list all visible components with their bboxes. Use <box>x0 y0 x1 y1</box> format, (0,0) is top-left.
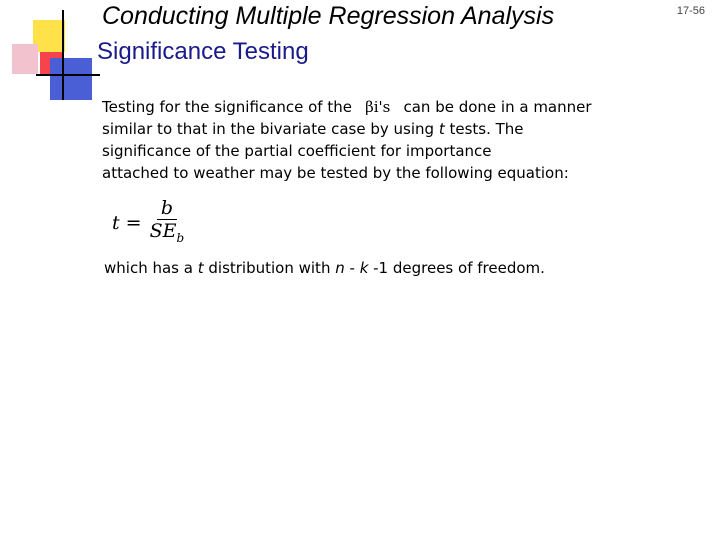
body-text-segment: can be done in a manner <box>398 98 592 116</box>
t-variable: t <box>197 259 204 277</box>
closing-segment: which has a <box>104 259 198 277</box>
beta-symbol: βi's <box>365 98 391 116</box>
t-variable: t <box>438 120 445 138</box>
body-line-1 <box>102 96 602 118</box>
equation-fraction <box>148 198 187 249</box>
logo-blue-square <box>50 58 92 100</box>
closing-sentence <box>104 259 545 277</box>
closing-segment: - <box>344 259 360 277</box>
logo-vertical-line <box>62 10 64 100</box>
n-variable: n <box>335 259 345 277</box>
logo-pink-square <box>12 44 38 74</box>
slide-logo <box>0 0 100 100</box>
body-paragraph <box>102 96 602 184</box>
closing-segment: distribution with <box>203 259 336 277</box>
body-line-4: attached to weather may be tested by the following equation: <box>102 164 569 182</box>
equation-lhs: t = <box>112 212 142 235</box>
closing-segment: -1 degrees of freedom. <box>368 259 545 277</box>
equation-numerator: b <box>157 198 177 220</box>
logo-horizontal-line <box>36 74 100 76</box>
k-variable: k <box>359 259 369 277</box>
body-line-2 <box>102 118 602 140</box>
denominator-main: SE <box>149 220 177 242</box>
t-statistic-equation <box>112 198 186 249</box>
body-text-segment: Testing for the significance of the <box>102 98 357 116</box>
equation-denominator <box>148 220 187 249</box>
slide-title: Conducting Multiple Regression Analysis <box>102 2 555 30</box>
slide-subtitle: Significance Testing <box>97 38 309 65</box>
body-line-3: significance of the partial coefficient for importance <box>102 142 492 160</box>
denominator-subscript: b <box>176 230 185 245</box>
body-text-segment: similar to that in the bivariate case by using <box>102 120 439 138</box>
body-text-segment: tests. The <box>444 120 524 138</box>
slide-number: 17-56 <box>676 5 705 17</box>
